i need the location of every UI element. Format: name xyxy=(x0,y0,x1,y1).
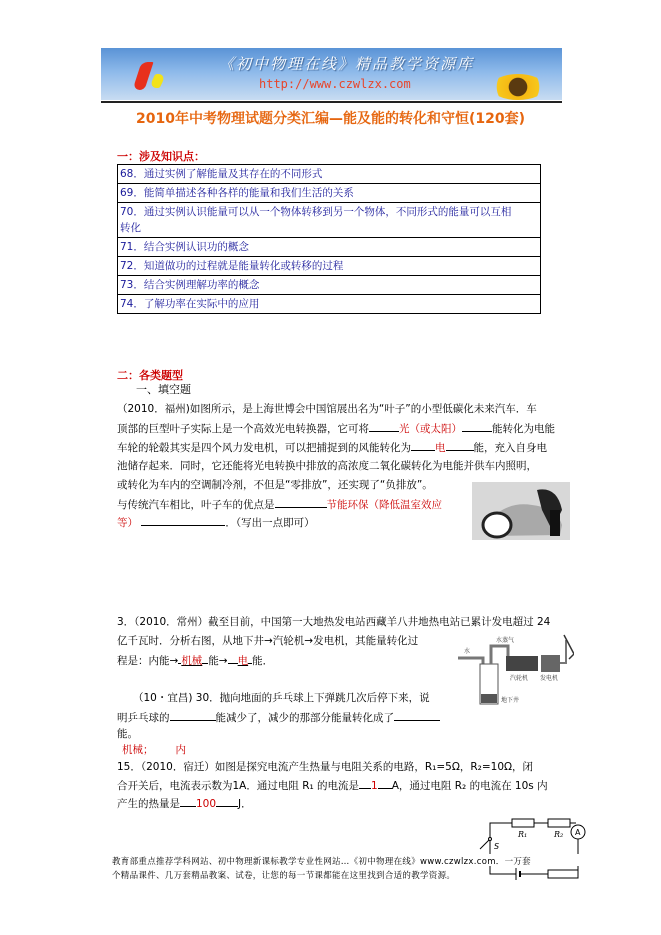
czwlzx-logo-accent-icon xyxy=(149,74,167,88)
q3-answer1: 机械 xyxy=(181,655,203,667)
generator-label: 发电机 xyxy=(540,675,559,682)
banner-title: 《初中物理在线》精品教学资源库 xyxy=(219,55,475,73)
q30-answer1: 机械； xyxy=(122,744,154,756)
q3-line3: 程是：内能→ 机械 能→ 电 能． xyxy=(117,651,273,670)
q15-answer1: 1 xyxy=(371,780,378,792)
banner-divider xyxy=(101,101,562,103)
q30-line3: 能。 xyxy=(117,728,138,740)
document-title: 2010年中考物理试题分类汇编—能及能的转化和守恒(120套) xyxy=(136,111,525,127)
q1-answer3: 节能环保（降低温室效应 xyxy=(326,499,442,511)
q1-line2: 顶部的巨型叶子实际上是一个高效光电转换器，它可将 光（或太阳） 能转化为电能 xyxy=(117,419,555,438)
knowledge-point: 69．能简单描述各种各样的能量和我们生活的关系 xyxy=(118,184,541,203)
switch-icon xyxy=(480,839,490,849)
r2-label: R₂ xyxy=(554,830,564,839)
q3-line1: 3．（2010．常州）截至目前，中国第一大地热发电站西藏羊八井地热电站已累计发电超过 24 xyxy=(117,616,551,628)
banner-url[interactable]: http://www.czwlzx.com xyxy=(259,77,411,91)
q1-line4: 池储存起来．同时，它还能将光电转换中排放的高浓度二氧化碳转化为电能并供车内照明， xyxy=(117,460,537,472)
table-row xyxy=(118,257,541,276)
knowledge-point: 73．结合实例理解功率的概念 xyxy=(118,276,541,295)
table-row xyxy=(118,184,541,203)
knowledge-point: 72．知道做功的过程就是能量转化或转移的过程 xyxy=(118,257,541,276)
resistor-r2 xyxy=(548,819,570,827)
knowledge-points-table xyxy=(117,164,541,314)
q15-answer2: 100 xyxy=(196,798,217,810)
well-label: 地下井 xyxy=(501,697,520,704)
table-row xyxy=(118,203,541,238)
table-row xyxy=(118,238,541,257)
circuit-diagram-lower xyxy=(476,866,588,882)
q1-line6: 与传统汽车相比，叶子车的优点是 节能环保（降低温室效应 xyxy=(117,495,442,514)
ammeter-label: A xyxy=(575,828,581,837)
q1-line7: 等） ．（写出一点即可） xyxy=(117,513,315,532)
czwlzx-logo-icon xyxy=(132,62,153,90)
r1-label: R₁ xyxy=(518,830,528,839)
footer-line2: 个精品课件、几万套精品教案、试卷，让您的每一节课都能在这里找到合适的教学资源。 xyxy=(112,871,456,881)
footer-line1: 教育部重点推荐学科网站、初中物理新课标教学专业性网站…《初中物理在线》www.czwlzx.com．一万套 xyxy=(112,857,531,867)
q15-line2: 合开关后，电流表示数为1A．通过电阻 R₁ 的电流是 1 A，通过电阻 R₂ 的电流在 10s 内 xyxy=(117,776,548,795)
table-row xyxy=(118,276,541,295)
circuit-diagram xyxy=(476,815,588,855)
q30-line1: （10・宜昌) 30．抛向地面的乒乓球上下弹跳几次后停下来，说 xyxy=(133,692,430,704)
q3-answer2: 电 xyxy=(237,655,249,667)
geothermal-diagram xyxy=(458,634,574,712)
resistor-r1 xyxy=(512,819,534,827)
q30-line2: 明乒乓球的 能减少了，减少的那部分能量转化成了 xyxy=(117,708,440,727)
water-label: 水 xyxy=(464,648,471,655)
q1-answer1: 光（或太阳） xyxy=(399,423,462,435)
section2-heading: 二：各类题型 xyxy=(117,369,183,382)
section1-heading: 一：涉及知识点： xyxy=(117,150,205,163)
q30-answer2: 内 xyxy=(175,744,186,756)
steam-label: 水蒸气 xyxy=(496,637,515,644)
rheostat xyxy=(548,870,578,878)
site-banner xyxy=(101,48,562,100)
q1-line3: 车轮的轮毂其实是四个风力发电机，可以把捕捉到的风能转化为 电 能，充入自身电 xyxy=(117,438,547,457)
leaf-car-image xyxy=(472,482,570,540)
table-row xyxy=(118,295,541,314)
q1-answer2: 电 xyxy=(435,442,446,454)
q15-line1: 15．（2010．宿迁）如图是探究电流产生热量与电阻关系的电路，R₁=5Ω，R₂=10Ω，闭 xyxy=(117,761,534,773)
turbine-label: 汽轮机 xyxy=(510,675,529,682)
knowledge-point: 74．了解功率在实际中的应用 xyxy=(118,295,541,314)
q30-answers xyxy=(122,741,186,759)
q15-line3: 产生的热量是 100 J． xyxy=(117,794,252,813)
q3-line2: 亿千瓦时．分析右图，从地下井→汽轮机→发电机，其能量转化过 xyxy=(117,635,419,647)
sunflower-icon xyxy=(491,74,545,100)
knowledge-point: 70．通过实例认识能量可以从一个物体转移到另一个物体，不同形式的能量可以互相 转化 xyxy=(118,203,541,238)
switch-label: S xyxy=(494,842,500,851)
knowledge-point: 68．通过实例了解能量及其存在的不同形式 xyxy=(118,165,541,184)
q1-line5: 或转化为车内的空调制冷剂，不但是“零排放”，还实现了“负排放”。 xyxy=(117,479,433,491)
knowledge-point: 71．结合实例认识功的概念 xyxy=(118,238,541,257)
table-row xyxy=(118,165,541,184)
fill-blank-heading: 一、填空题 xyxy=(136,383,191,396)
q1-line1: （2010．福州)如图所示，是上海世博会中国馆展出名为“叶子”的小型低碳化未来汽车．车 xyxy=(117,403,537,415)
